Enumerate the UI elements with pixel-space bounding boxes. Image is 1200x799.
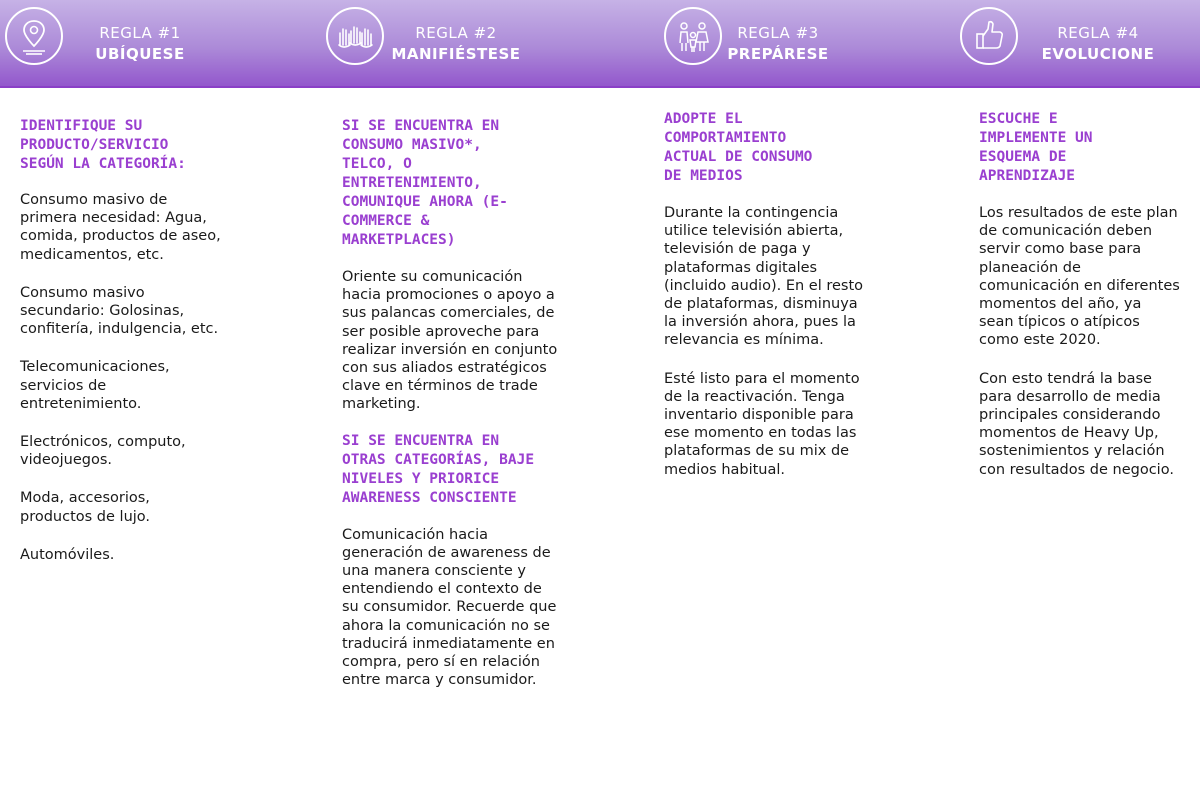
column-evolucione: [979, 110, 1197, 479]
rule-4: [960, 0, 1200, 87]
column-manifiestese: [342, 117, 612, 689]
rule-name: EVOLUCIONE: [1041, 45, 1155, 63]
rule-label: REGLA #3: [737, 24, 819, 42]
column-subheading: SI SE ENCUENTRA EN OTRAS CATEGORÍAS, BAJE NIVELES Y PRIORICE AWARENESS CONSCIENTE: [342, 432, 535, 506]
column-paragraph: Oriente su comunicación hacia promociones o apoyo a sus palancas comerciales, de ser posible aproveche para realizar inversión en conjunto con sus aliados estratégicos clave en términos de trade marketing.: [342, 269, 558, 413]
column-ubiquese: [20, 117, 290, 564]
category-item: Moda, accesorios, productos de lujo.: [20, 490, 151, 525]
rule-name: UBÍQUESE: [95, 45, 185, 63]
column-paragraph: Esté listo para el momento de la reactivación. Tenga inventario disponible para ese momento en todas las plataformas de su mix de medios habitual.: [664, 370, 860, 478]
rule-name: MANIFIÉSTESE: [391, 45, 521, 63]
rule-2: [300, 0, 640, 87]
rule-label: REGLA #2: [415, 24, 497, 42]
column-heading: IDENTIFIQUE SU PRODUCTO/SERVICIO SEGÚN LA CATEGORÍA:: [20, 118, 186, 172]
header-banner: [0, 0, 1200, 87]
column-heading: SI SE ENCUENTRA EN CONSUMO MASIVO*, TELCO, O ENTRETENIMIENTO, COMUNIQUE AHORA (E- COMMERCE & MARKETPLACES): [342, 118, 508, 248]
category-item: Consumo masivo de primera necesidad: Agua, comida, productos de aseo, medicamentos, etc.: [20, 192, 221, 263]
category-item: Consumo masivo secundario: Golosinas, confitería, indulgencia, etc.: [20, 284, 219, 338]
column-paragraph: Durante la contingencia utilice televisión abierta, televisión de paga y plataformas digitales (incluido audio). En el resto de plataformas, disminuya la inversión ahora, pues la relevancia es mínima.: [664, 205, 864, 349]
column-paragraph: Los resultados de este plan de comunicación deben servir como base para planeación de comunicación en diferentes momentos del año, ya sean típicos o atípicos como este 2020.: [979, 205, 1180, 349]
rule-label: REGLA #1: [99, 24, 181, 42]
category-item: Electrónicos, computo, videojuegos.: [20, 434, 186, 469]
column-heading: ESCUCHE E IMPLEMENTE UN ESQUEMA DE APRENDIZAJE: [979, 111, 1093, 184]
rule-3: [640, 0, 960, 87]
category-item: Automóviles.: [20, 546, 115, 563]
header-divider: [0, 86, 1200, 88]
column-paragraph: Comunicación hacia generación de awareness de una manera consciente y entendiendo el contexto de su consumidor. Recuerde que ahora la comunicación no se traducirá inmediatamente en compra, pero sí en relación entre marca y consumidor.: [342, 526, 557, 689]
column-preparese: [664, 110, 944, 479]
column-heading: ADOPTE EL COMPORTAMIENTO ACTUAL DE CONSUMO DE MEDIOS: [664, 111, 813, 184]
category-item: Telecomunicaciones, servicios de entretenimiento.: [20, 359, 170, 412]
rule-label: REGLA #4: [1057, 24, 1139, 42]
thumbs-up-icon: [960, 7, 1018, 65]
rule-name: PREPÁRESE: [727, 45, 829, 63]
location-pin-icon: [5, 7, 63, 65]
rule-1: [0, 0, 300, 87]
column-paragraph: Con esto tendrá la base para desarrollo de media principales considerando momentos de Heavy Up, sostenimientos y relación con resultados de negocio.: [979, 370, 1174, 478]
